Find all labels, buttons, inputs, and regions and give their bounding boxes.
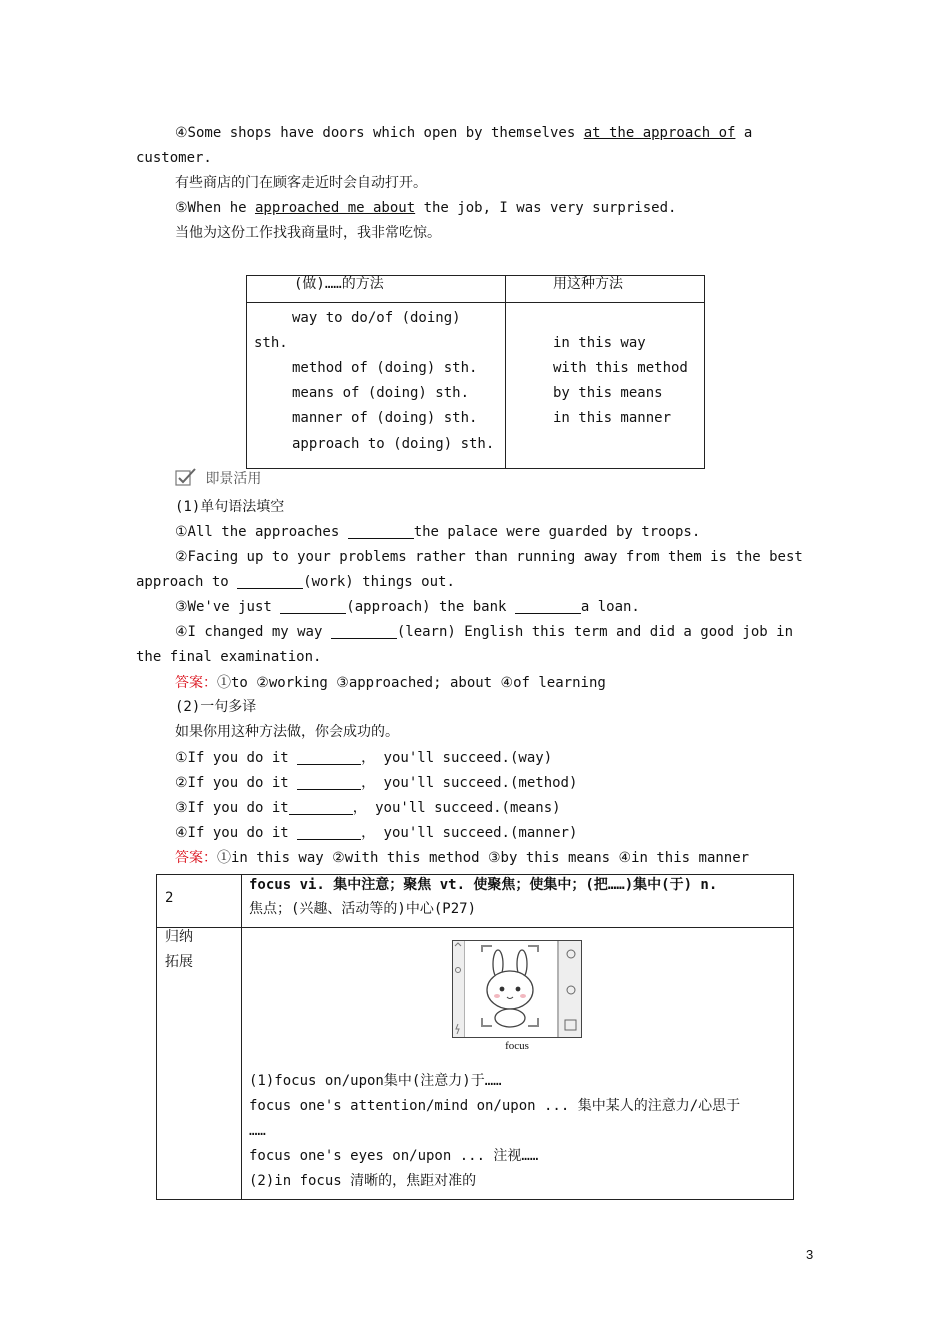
vocab-item-1: (1)focus on/upon集中(注意力)于……: [249, 1073, 502, 1089]
example-5-translation: 当他为这份工作找我商量时，我非常吃惊。: [175, 225, 441, 241]
focus-illustration: [452, 940, 582, 1052]
translation-3: ③If you do it ， you'll succeed.(means): [175, 800, 561, 816]
method-right-row: in this way: [553, 335, 646, 351]
vocab-item-4: (2)in focus 清晰的，焦距对准的: [249, 1173, 477, 1189]
method-left-row: means of (doing) sth.: [292, 385, 470, 401]
answer-blank[interactable]: [297, 750, 361, 765]
answer-label: 答案：: [175, 850, 217, 866]
answer-blank[interactable]: [280, 599, 346, 614]
translation-2: ②If you do it ， you'll succeed.(method): [175, 775, 578, 791]
method-table-header-left-text: (做)……的方法: [294, 276, 384, 292]
method-left-row: method of (doing) sth.: [292, 360, 478, 376]
camera-screen-image: [452, 940, 582, 1038]
answer-blank[interactable]: [297, 775, 361, 790]
method-left-row: approach to (doing) sth.: [292, 436, 495, 452]
practice-title: 即景活用: [205, 471, 262, 487]
question-1: ①All the approaches the palace were guarded by troops.: [175, 524, 701, 540]
example-4-translation: 有些商店的门在顾客走近时会自动打开。: [175, 175, 427, 191]
method-right-row: with this method: [553, 360, 688, 376]
method-left-row: manner of (doing) sth.: [292, 410, 478, 426]
method-right-row: by this means: [553, 385, 663, 401]
translation-1: ①If you do it ， you'll succeed.(way): [175, 750, 553, 766]
answer-line-2: [175, 848, 749, 868]
checkbox-pen-icon: [175, 468, 197, 486]
method-table-header-right-text: 用这种方法: [553, 276, 623, 292]
method-left-row: sth.: [254, 335, 288, 351]
method-right-row: in this manner: [553, 410, 672, 426]
answer-blank[interactable]: [289, 800, 353, 815]
vocab-label-2: 拓展: [165, 954, 193, 970]
translation-4: ④If you do it ， you'll succeed.(manner): [175, 825, 578, 841]
example-5-line: [175, 198, 676, 218]
example-4-line: [175, 123, 752, 143]
vocab-headword-line-1: focus vi. 集中注意；聚焦 vt. 使聚焦；使集中；(把……)集中(于) n.: [249, 877, 718, 893]
example-5-phrase: approached me about: [254, 200, 416, 216]
example-4-text: ④Some shops have doors which open by themselves: [175, 125, 584, 141]
answer-blank[interactable]: [515, 599, 581, 614]
answer-text: ①in this way ②with this method ③by this means ④in this manner: [217, 850, 750, 866]
example-4-continuation: customer.: [136, 150, 212, 166]
vocab-item-3: focus one's eyes on/upon ... 注视……: [249, 1148, 539, 1164]
page-number: 3: [806, 1247, 814, 1262]
example-4-tail: a: [735, 125, 753, 141]
question-2-continuation: approach to (work) things out.: [136, 574, 455, 590]
vocab-item-2-continuation: ……: [249, 1123, 266, 1139]
question-4-continuation: the final examination.: [136, 649, 322, 665]
vocab-label-1: 归纳: [165, 929, 193, 945]
answer-blank[interactable]: [331, 624, 397, 639]
part1-title: (1)单句语法填空: [175, 499, 285, 515]
answer-line-1: [175, 673, 606, 693]
vocab-item-2: focus one's attention/mind on/upon ... 集中某人的注意力/心思于: [249, 1098, 741, 1114]
answer-text: ①to ②working ③approached; about ④of learning: [217, 675, 606, 691]
question-2: ②Facing up to your problems rather than running away from them is the best: [175, 549, 803, 565]
vocab-headword-line-2: 焦点；(兴趣、活动等的)中心(P27): [249, 901, 477, 917]
example-5-tail: the job, I was very surprised.: [415, 200, 677, 216]
question-4: ④I changed my way (learn) English this term and did a good job in: [175, 624, 793, 640]
example-5-text: ⑤When he: [175, 200, 255, 216]
method-left-row: way to do/of (doing): [292, 310, 461, 326]
vocab-number: 2: [165, 890, 174, 906]
answer-blank[interactable]: [348, 524, 414, 539]
part2-sentence: 如果你用这种方法做，你会成功的。: [175, 724, 399, 740]
answer-blank[interactable]: [297, 825, 361, 840]
example-4-phrase: at the approach of: [583, 125, 736, 141]
practice-heading: [175, 468, 261, 489]
image-caption: focus: [505, 1040, 529, 1052]
question-3: ③We've just (approach) the bank a loan.: [175, 599, 640, 615]
answer-blank[interactable]: [237, 574, 303, 589]
answer-label: 答案：: [175, 675, 217, 691]
part2-title: (2)一句多译: [175, 699, 257, 715]
